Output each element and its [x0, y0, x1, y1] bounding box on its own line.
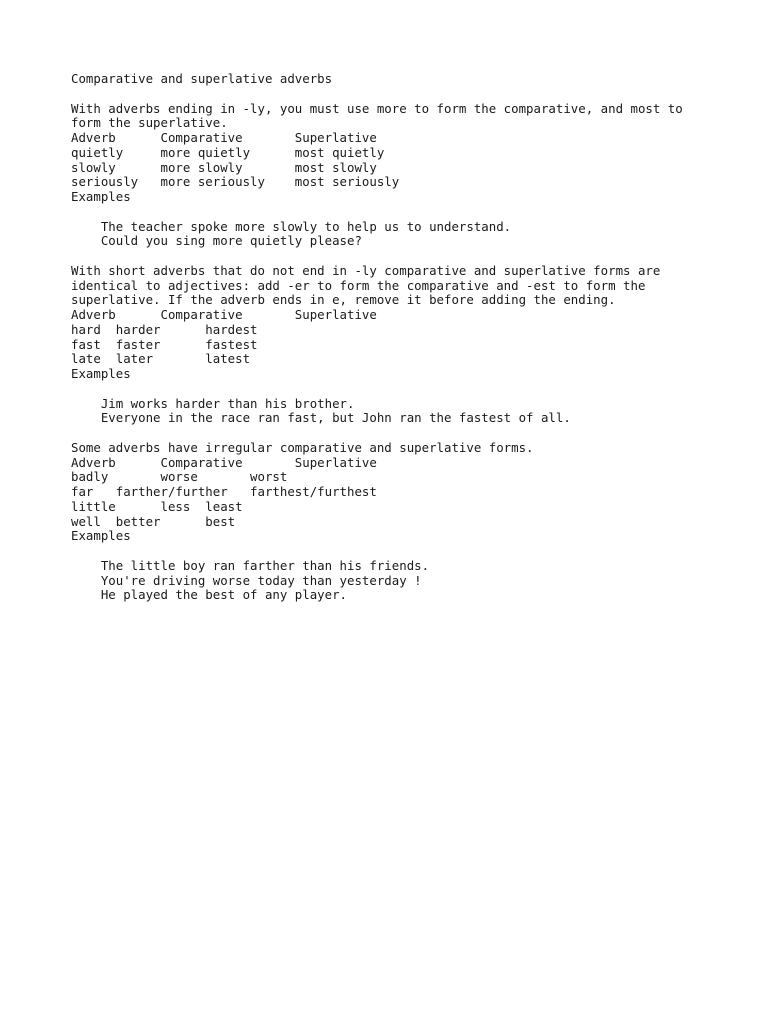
intro-text-line: With short adverbs that do not end in -ly comparative and superlative forms are — [71, 262, 661, 278]
blank-line — [71, 426, 751, 441]
document-title: Comparative and superlative adverbs — [71, 71, 333, 86]
table-row: quietly more quietly most quietly — [71, 144, 385, 160]
table-row: late later latest — [71, 351, 251, 367]
blank-line — [71, 382, 751, 397]
examples-heading: Examples — [71, 528, 131, 544]
blank-line — [71, 87, 751, 102]
table-row: well better best — [71, 513, 236, 529]
table-row: far farther/further farthest/furthest — [71, 484, 377, 499]
table-header-row: Adverb Comparative Superlative — [71, 454, 377, 470]
blank-line — [71, 544, 751, 559]
table-row: hard harder hardest — [71, 321, 258, 337]
table-row: seriously more seriously most seriously — [71, 174, 400, 190]
intro-text-line: superlative. If the adverb ends in e, remove it before adding the ending. — [71, 292, 616, 308]
table-row: slowly more slowly most slowly — [71, 159, 377, 175]
blank-line — [71, 205, 751, 220]
examples-heading: Examples — [71, 189, 131, 204]
intro-text-line: Some adverbs have irregular comparative and superlative forms. — [71, 439, 534, 455]
table-header-row: Adverb Comparative Superlative — [71, 307, 377, 322]
table-row: fast faster fastest — [71, 336, 258, 352]
intro-text-line: form the superlative. — [71, 115, 228, 131]
table-header-row: Adverb Comparative Superlative — [71, 130, 377, 145]
intro-text-line: identical to adjectives: add -er to form the comparative and -est to form the — [71, 277, 646, 293]
example-sentence: He played the best of any player. — [71, 587, 348, 603]
example-sentence: Jim works harder than his brother. — [71, 395, 355, 411]
example-sentence: The teacher spoke more slowly to help us to understand. — [71, 218, 512, 234]
example-sentence: The little boy ran farther than his friends. — [71, 557, 430, 573]
example-sentence: You're driving worse today than yesterday ! — [71, 572, 422, 588]
blank-line — [71, 249, 751, 264]
table-row: badly worse worst — [71, 469, 288, 485]
examples-heading: Examples — [71, 366, 131, 381]
document-body — [71, 72, 751, 603]
example-sentence: Everyone in the race ran fast, but John ran the fastest of all. — [71, 410, 571, 426]
intro-text-line: With adverbs ending in -ly, you must use more to form the comparative, and most to — [71, 100, 683, 116]
table-row: little less least — [71, 498, 243, 514]
example-sentence: Could you sing more quietly please? — [71, 233, 362, 249]
